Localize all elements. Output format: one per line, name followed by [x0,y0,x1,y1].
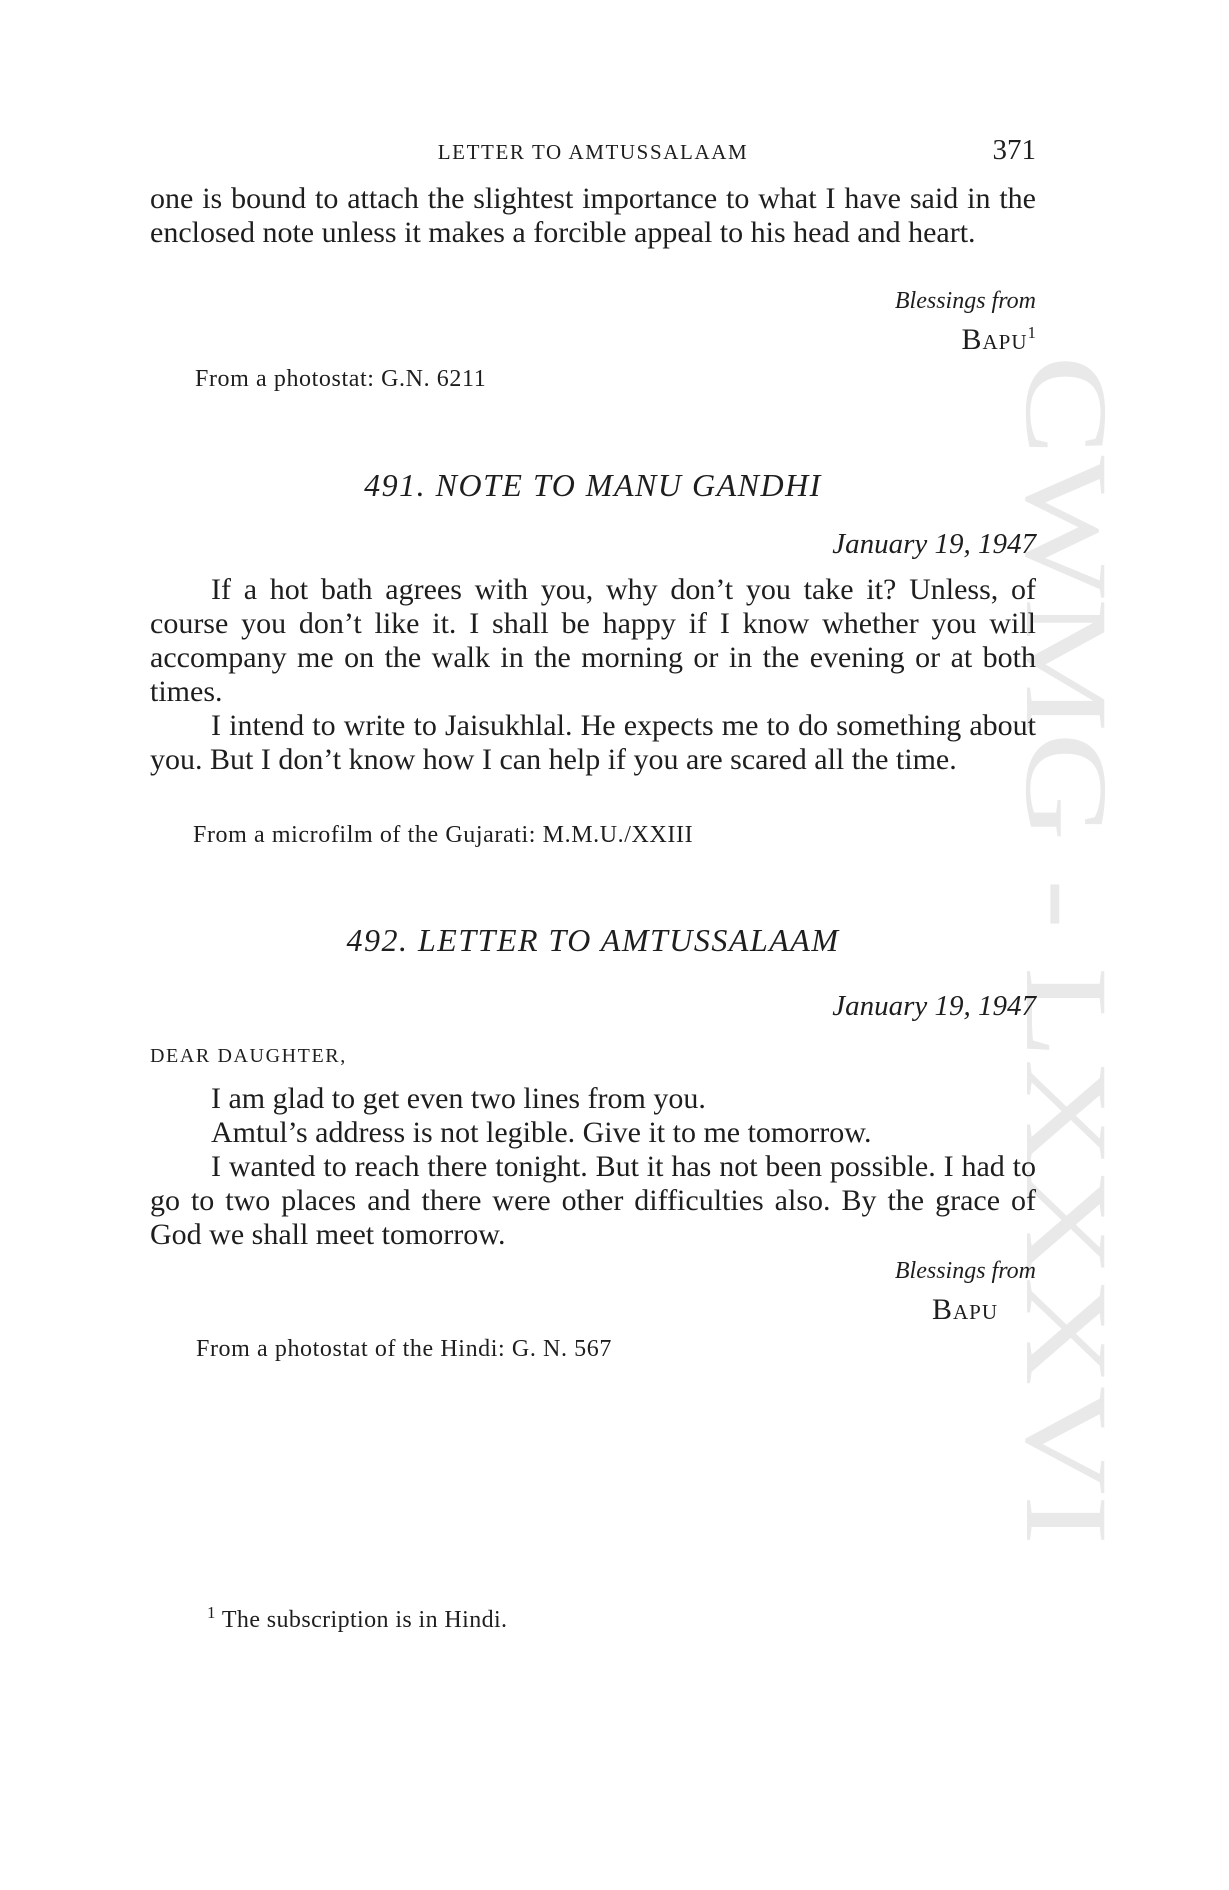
continuation-block [150,182,1036,250]
footnote [207,1603,507,1634]
section-492-heading: 492. LETTER TO AMTUSSALAAM [346,922,840,958]
salutation: DEAR DAUGHTER, [150,1045,347,1067]
signature-name: Bapu [961,323,1028,356]
section-491-body [150,573,1036,777]
blessings-from: Blessings from [894,1258,1036,1284]
blessings-from: Blessings from [894,288,1036,314]
paragraph: Amtul’s address is not legible. Give it to me tomorrow. [211,1116,872,1149]
watermark-text: CWMG - LXXXVI [1001,355,1132,1286]
section-492-signoff [895,1258,1036,1327]
section-492-date: January 19, 1947 [832,990,1036,1022]
continuation-signoff [895,288,1036,357]
source-note: From a photostat of the Hindi: G. N. 567 [196,1336,612,1362]
source-note: From a microfilm of the Gujarati: M.M.U./XXIII [193,822,694,848]
section-492-body [150,1082,1036,1252]
running-head-title: LETTER TO AMTUSSALAAM [437,140,749,164]
running-head [150,134,1036,174]
paragraph: I am glad to get even two lines from you. [211,1082,706,1115]
footnote-text: The subscription is in Hindi. [221,1607,508,1633]
paragraph: I wanted to reach there tonight. But it has not been possible. I had to go to two places and there were other difficulties also. By the grace of God we shall meet tomorrow. [150,1150,1036,1251]
paragraph: I intend to write to Jaisukhlal. He expects me to do something about you. But I don’t know how I can help if you are scared all the time. [150,709,1036,776]
page-number: 371 [992,134,1036,166]
signature [895,323,1036,357]
footnote-mark: 1 [1027,323,1036,342]
paragraph: If a hot bath agrees with you, why don’t you take it? Unless, of course you don’t like it. I shall be happy if I know whether you will accompany me on the walk in the morning or in the evening or at both times. [150,573,1036,708]
section-491-date: January 19, 1947 [832,528,1036,560]
footnote-number: 1 [207,1603,216,1622]
continuation-paragraph: one is bound to attach the slightest importance to what I have said in the enclosed note unless it makes a forcible appeal to his head and heart. [150,182,1036,249]
section-491-heading: 491. NOTE TO MANU GANDHI [364,467,822,503]
source-note: From a photostat: G.N. 6211 [195,366,487,392]
signature: Bapu [931,1293,998,1326]
